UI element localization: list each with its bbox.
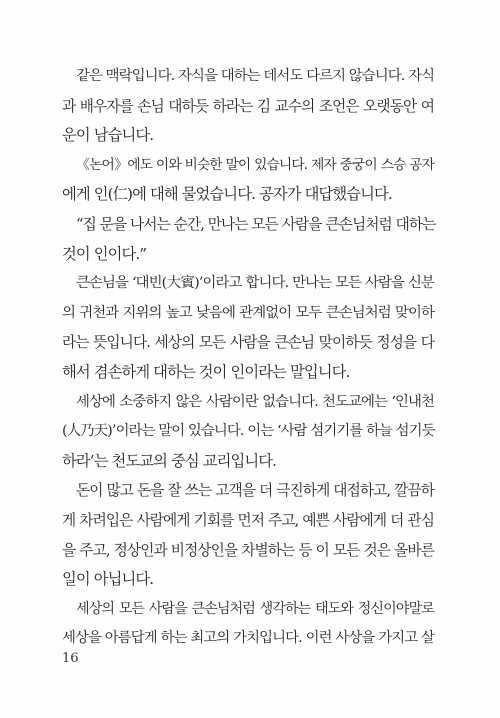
text-line: 세상의 모든 사람을 큰손님처럼 생각하는 태도와 정신이야말로 <box>76 600 434 617</box>
text-line: 세상에 소중하지 않은 사람이란 없습니다. 천도교에는 ‘인내천 <box>76 393 434 410</box>
text-line: 큰손님을 ‘대빈(大賓)’이라고 합니다. 만나는 모든 사람을 신분 <box>76 275 434 292</box>
text-line: 과 배우자를 손님 대하듯 하라는 김 교수의 조언은 오랫동안 여 <box>62 97 434 115</box>
text-line: 것이 인이다.” <box>62 244 147 263</box>
text-line: (人乃天)’이라는 말이 있습니다. 이는 ‘사람 섬기기를 하늘 섬기듯 <box>62 423 435 440</box>
text-line: 같은 맥락입니다. 자식을 대하는 데서도 다르지 않습니다. 자식 <box>76 68 435 84</box>
text-line: 하라’는 천도교의 중심 교리입니다. <box>62 451 277 470</box>
text-line: 을 주고, 정상인과 비정상인을 차별하는 등 이 모든 것은 올바른 <box>62 541 434 559</box>
text-line: 에게 인(仁)에 대해 물었습니다. 공자가 대답했습니다. <box>62 185 392 204</box>
text-line: “집 문을 나서는 순간, 만나는 모든 사람을 큰손님처럼 대하는 <box>76 215 436 233</box>
text-line: 운이 남습니다. <box>62 126 154 145</box>
text-line: 의 귀천과 지위의 높고 낮음에 관계없이 모두 큰손님처럼 맞이하 <box>62 304 434 321</box>
page-number: 16 <box>62 651 79 666</box>
body-text <box>62 62 434 654</box>
text-line: 《논어》에도 이와 비슷한 말이 있습니다. 제자 중궁이 스승 공자 <box>76 156 434 173</box>
text-line: 일이 아닙니다. <box>62 570 154 589</box>
text-line: 세상을 아름답게 하는 최고의 가치입니다. 이런 사상을 가지고 살 <box>62 630 434 647</box>
text-line: 돈이 많고 돈을 잘 쓰는 고객을 더 극진하게 대접하고, 깔끔하 <box>76 482 434 500</box>
text-line: 라는 뜻입니다. 세상의 모든 사람을 큰손님 맞이하듯 정성을 다 <box>62 334 434 352</box>
text-line: 게 차려입은 사람에게 기회를 먼저 주고, 예쁜 사람에게 더 관심 <box>62 511 434 529</box>
text-line: 해서 겸손하게 대하는 것이 인이라는 말입니다. <box>62 362 350 381</box>
